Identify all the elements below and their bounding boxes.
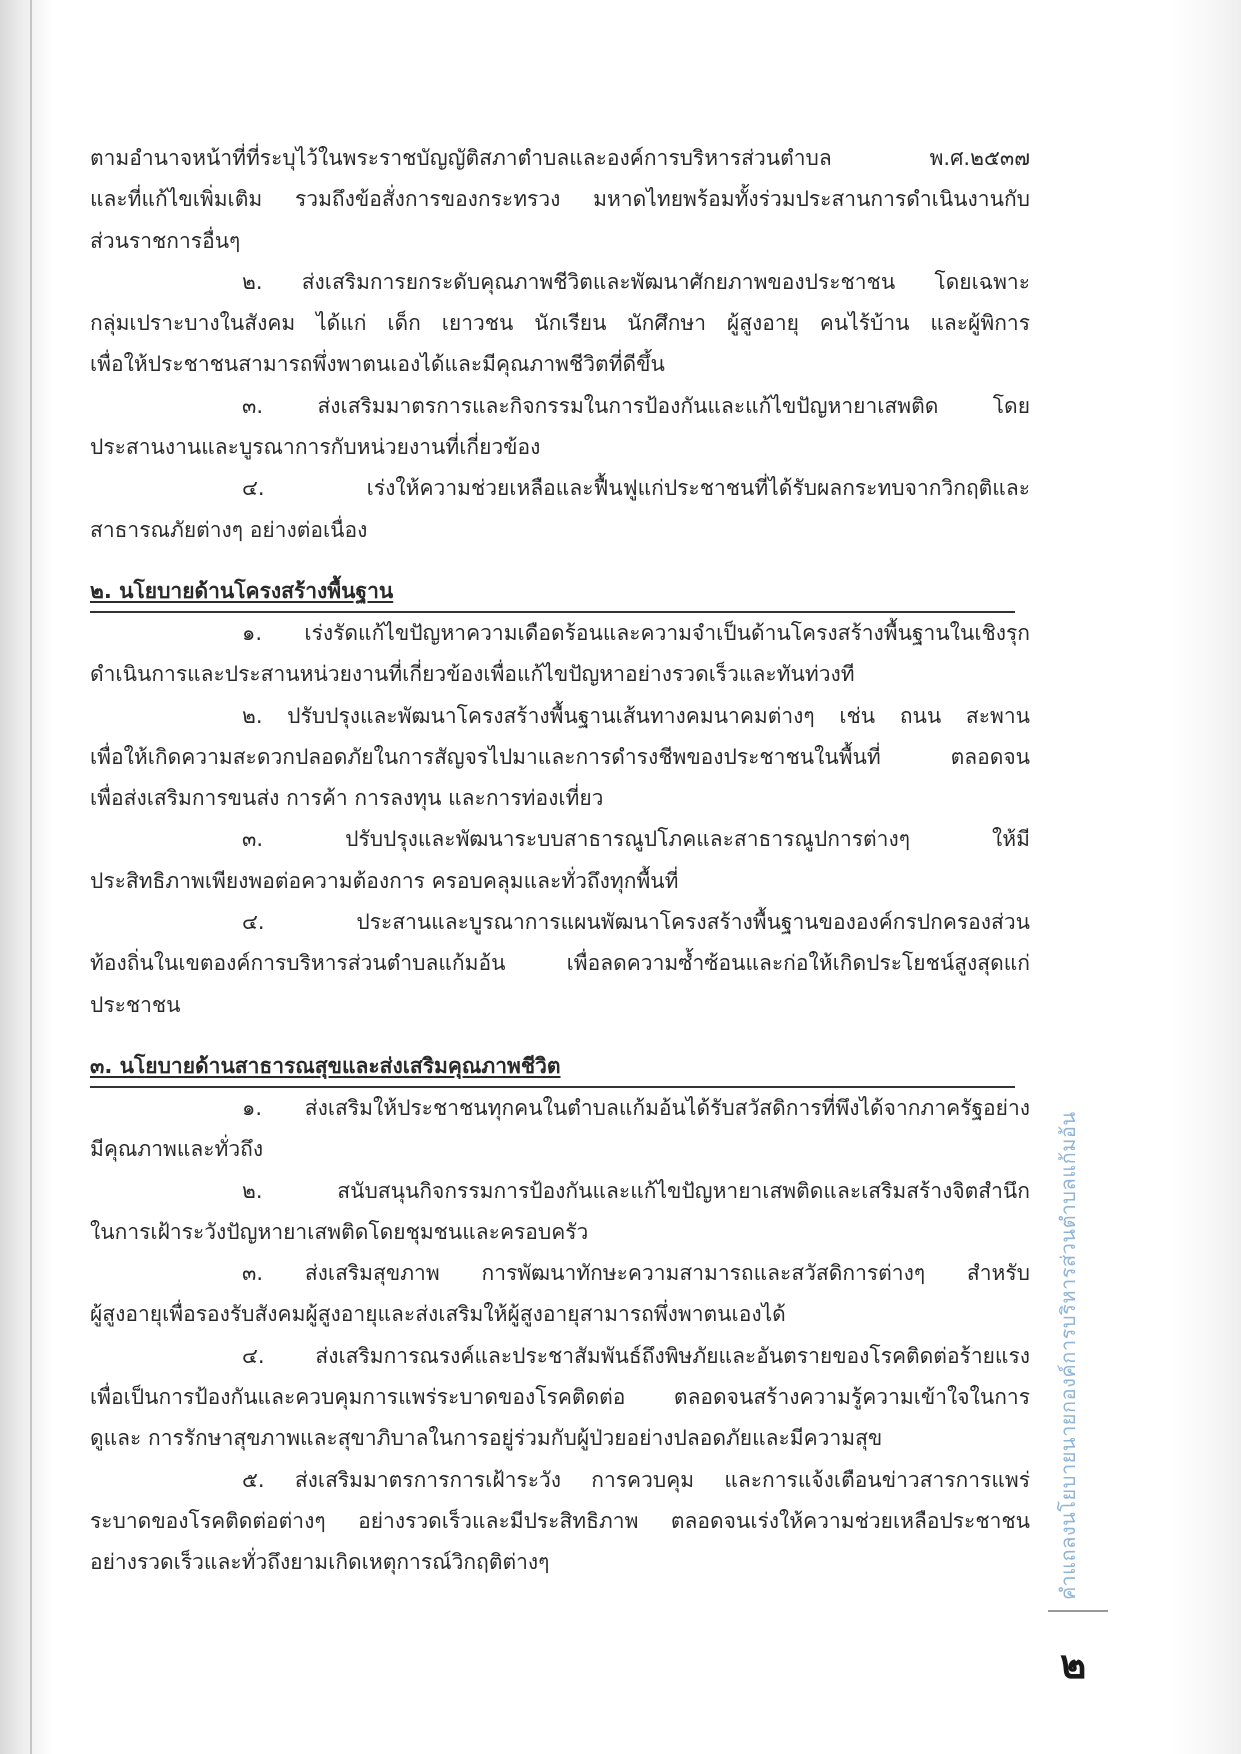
intro-item-3-first: ๓. ส่งเสริมมาตรการและกิจกรรมในการป้องกันและแก้ไขปัญหายาเสพติด โดย — [242, 393, 1030, 418]
section-2-item-4-line: ประชาชน — [90, 992, 181, 1017]
section-2-item-1-first: ๑. เร่งรัดแก้ไขปัญหาความเดือดร้อนและความจำเป็นด้านโครงสร้างพื้นฐานในเชิงรุก — [242, 620, 1030, 645]
section-2-item-4-line: ท้องถิ่นในเขตองค์การบริหารส่วนตำบลแก้มอ้น เพื่อลดความซ้ำซ้อนและก่อให้เกิดประโยชน์สูงสุดแก่ — [90, 951, 1030, 976]
section-3-item-2-first: ๒. สนับสนุนกิจกรรมการป้องกันและแก้ไขปัญหายาเสพติดและเสริมสร้างจิตสำนึก — [242, 1178, 1030, 1203]
page-number: ๒ — [1060, 1642, 1087, 1688]
section-3-item-5-line: ระบาดของโรคติดต่อต่างๆ อย่างรวดเร็วและมีประสิทธิภาพ ตลอดจนเร่งให้ความช่วยเหลือประชาชน — [90, 1508, 1030, 1533]
section-2-item-2-line: เพื่อให้เกิดความสะดวกปลอดภัยในการสัญจรไปมาและการดำรงชีพของประชาชนในพื้นที่ ตลอดจน — [90, 744, 1030, 769]
section-3-item-2-line: ในการเฝ้าระวังปัญหายาเสพติดโดยชุมชนและครอบครัว — [90, 1219, 589, 1244]
section-2-heading: ๒. นโยบายด้านโครงสร้างพื้นฐาน — [90, 571, 1015, 613]
intro-item-4-line: สาธารณภัยต่างๆ อย่างต่อเนื่อง — [90, 517, 368, 542]
section-2-item-1-line: ดำเนินการและประสานหน่วยงานที่เกี่ยวข้องเพื่อแก้ไขปัญหาอย่างรวดเร็วและทันท่วงที — [90, 662, 855, 687]
page-binding-shadow — [0, 0, 52, 1754]
intro-item-3-line: ประสานงานและบูรณาการกับหน่วยงานที่เกี่ยวข้อง — [90, 435, 541, 460]
section-2-item-3-line: ประสิทธิภาพเพียงพอต่อความต้องการ ครอบคลุมและทั่วถึงทุกพื้นที่ — [90, 868, 679, 893]
intro-line-2: และที่แก้ไขเพิ่มเติม รวมถึงข้อสั่งการของกระทรวง มหาดไทยพร้อมทั้งร่วมประสานการดำเนินงานกับ — [90, 187, 1030, 212]
section-3-item-3-line: ผู้สูงอายุเพื่อรองรับสังคมผู้สูงอายุและส่งเสริมให้ผู้สูงอายุสามารถพึ่งพาตนเองได้ — [90, 1302, 786, 1327]
section-3-item-1-first: ๑. ส่งเสริมให้ประชาชนทุกคนในตำบลแก้มอ้นได้รับสวัสดิการที่พึงได้จากภาครัฐอย่าง — [242, 1095, 1030, 1120]
section-3-item-4-first: ๔. ส่งเสริมการณรงค์และประชาสัมพันธ์ถึงพิษภัยและอันตรายของโรคติดต่อร้ายแรง — [242, 1343, 1030, 1368]
page-right-shadow — [1171, 0, 1241, 1754]
section-2-item-2-line: เพื่อส่งเสริมการขนส่ง การค้า การลงทุน และการท่องเที่ยว — [90, 786, 604, 811]
intro-item-4-first: ๔. เร่งให้ความช่วยเหลือและฟื้นฟูแก่ประชาชนที่ได้รับผลกระทบจากวิกฤติและ — [242, 476, 1030, 501]
page-binding-line — [30, 0, 32, 1754]
document-body — [90, 138, 1030, 1584]
section-2-item-2-first: ๒. ปรับปรุงและพัฒนาโครงสร้างพื้นฐานเส้นทางคมนาคมต่างๆ เช่น ถนน สะพาน — [242, 703, 1030, 728]
page-number-rule — [1048, 1610, 1108, 1612]
section-3-item-3-first: ๓. ส่งเสริมสุขภาพ การพัฒนาทักษะความสามารถและสวัสดิการต่างๆ สำหรับ — [242, 1261, 1030, 1286]
section-3-heading: ๓. นโยบายด้านสาธารณสุขและส่งเสริมคุณภาพชีวิต — [90, 1046, 1015, 1088]
section-3-item-4-line: เพื่อเป็นการป้องกันและควบคุมการแพร่ระบาดของโรคติดต่อ ตลอดจนสร้างความรู้ความเข้าใจในการ — [90, 1385, 1030, 1410]
intro-item-2-first: ๒. ส่งเสริมการยกระดับคุณภาพชีวิตและพัฒนาศักยภาพของประชาชน โดยเฉพาะ — [242, 269, 1030, 294]
section-3-item-5-line: อย่างรวดเร็วและทั่วถึงยามเกิดเหตุการณ์วิกฤติต่างๆ — [90, 1550, 550, 1575]
section-3-item-1-line: มีคุณภาพและทั่วถึง — [90, 1137, 264, 1162]
section-2-item-4-first: ๔. ประสานและบูรณาการแผนพัฒนาโครงสร้างพื้นฐานขององค์กรปกครองส่วน — [242, 910, 1030, 935]
section-3-item-5-first: ๕. ส่งเสริมมาตรการการเฝ้าระวัง การควบคุม และการแจ้งเตือนข่าวสารการแพร่ — [242, 1467, 1030, 1492]
intro-item-2-line: กลุ่มเปราะบางในสังคม ได้แก่ เด็ก เยาวชน นักเรียน นักศึกษา ผู้สูงอายุ คนไร้บ้าน และผู้พิการ — [90, 311, 1030, 336]
side-running-title: คำแถลงนโยบายนายกองค์การบริหารส่วนตำบลแก้มอ้น — [1056, 1111, 1080, 1600]
intro-line-1: ตามอำนาจหน้าที่ที่ระบุไว้ในพระราชบัญญัติสภาตำบลและองค์การบริหารส่วนตำบล พ.ศ.๒๕๓๗ — [90, 146, 1030, 170]
section-3-item-4-line: ดูและ การรักษาสุขภาพและสุขาภิบาลในการอยู่ร่วมกับผู้ป่วยอย่างปลอดภัยและมีความสุข — [90, 1426, 883, 1451]
intro-item-2-line: เพื่อให้ประชาชนสามารถพึ่งพาตนเองได้และมีคุณภาพชีวิตที่ดีขึ้น — [90, 352, 665, 377]
section-2-item-3-first: ๓. ปรับปรุงและพัฒนาระบบสาธารณูปโภคและสาธารณูปการต่างๆ ให้มี — [242, 827, 1030, 852]
intro-line-3: ส่วนราชการอื่นๆ — [90, 228, 241, 253]
